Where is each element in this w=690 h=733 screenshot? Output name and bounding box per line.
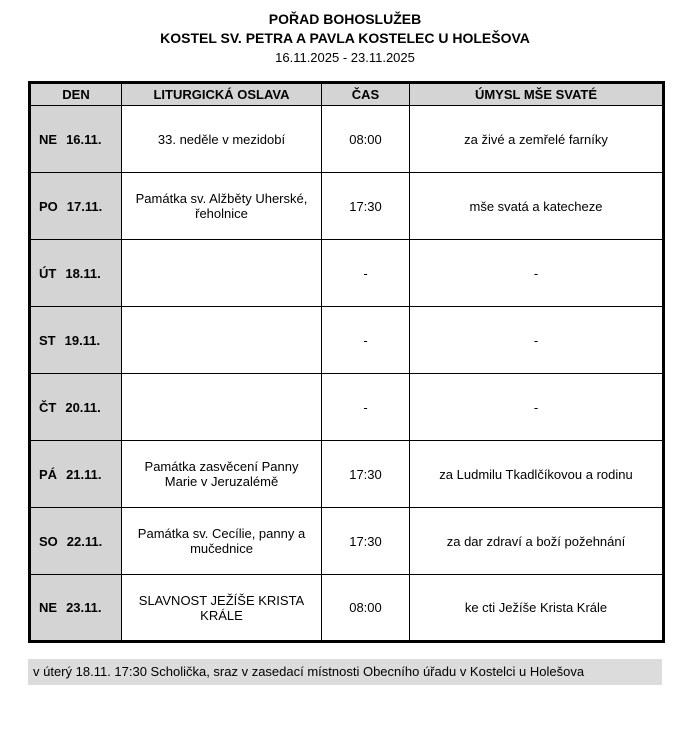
time-cell: 17:30 bbox=[322, 173, 410, 240]
time-cell: - bbox=[322, 374, 410, 441]
day-cell bbox=[30, 374, 122, 441]
day-date: 22.11. bbox=[66, 533, 103, 549]
day-cell bbox=[30, 441, 122, 508]
intention-cell: - bbox=[410, 374, 664, 441]
day-cell bbox=[30, 508, 122, 575]
day-cell bbox=[30, 307, 122, 374]
day-date: 18.11. bbox=[65, 265, 101, 281]
header-row bbox=[30, 83, 664, 106]
header-cell-intention: ÚMYSL MŠE SVATÉ bbox=[410, 83, 664, 106]
day-abbrev: ST bbox=[39, 332, 56, 348]
header-cell-celebration: LITURGICKÁ OSLAVA bbox=[122, 83, 322, 106]
schedule-table bbox=[28, 81, 665, 643]
celebration-cell: 33. neděle v mezidobí bbox=[122, 106, 322, 173]
day-abbrev: NE bbox=[39, 131, 58, 147]
celebration-cell bbox=[122, 307, 322, 374]
time-cell: 08:00 bbox=[322, 575, 410, 642]
table-row bbox=[30, 307, 664, 374]
celebration-cell: Památka sv. Cecílie, panny a mučednice bbox=[122, 508, 322, 575]
celebration-cell: SLAVNOST JEŽÍŠE KRISTA KRÁLE bbox=[122, 575, 322, 642]
table-row bbox=[30, 106, 664, 173]
time-cell: 08:00 bbox=[322, 106, 410, 173]
celebration-cell bbox=[122, 240, 322, 307]
table-row bbox=[30, 374, 664, 441]
table-row bbox=[30, 575, 664, 642]
time-cell: - bbox=[322, 240, 410, 307]
day-abbrev: NE bbox=[39, 600, 58, 615]
celebration-cell bbox=[122, 374, 322, 441]
day-date: 23.11. bbox=[66, 600, 102, 615]
intention-cell: ke cti Ježíše Krista Krále bbox=[410, 575, 664, 642]
day-abbrev: ČT bbox=[39, 399, 57, 415]
day-cell bbox=[30, 575, 122, 642]
table-row bbox=[30, 508, 664, 575]
celebration-cell: Památka zasvěcení Panny Marie v Jeruzalémě bbox=[122, 441, 322, 508]
day-abbrev: ÚT bbox=[39, 265, 57, 281]
day-cell bbox=[30, 173, 122, 240]
header-cell-day: DEN bbox=[30, 83, 122, 106]
page-subtitle: KOSTEL SV. PETRA A PAVLA KOSTELEC U HOLEŠOVA bbox=[160, 30, 530, 46]
day-cell bbox=[30, 240, 122, 307]
intention-cell: - bbox=[410, 240, 664, 307]
time-cell: 17:30 bbox=[322, 508, 410, 575]
day-date: 20.11. bbox=[65, 399, 101, 415]
intention-cell: za živé a zemřelé farníky bbox=[410, 106, 664, 173]
day-date: 21.11. bbox=[66, 466, 102, 482]
title-block bbox=[0, 0, 690, 67]
day-cell bbox=[30, 106, 122, 173]
page-title: POŘAD BOHOSLUŽEB bbox=[268, 11, 422, 27]
time-cell: - bbox=[322, 307, 410, 374]
day-date: 17.11. bbox=[66, 198, 103, 214]
intention-cell: mše svatá a katecheze bbox=[410, 173, 664, 240]
table-row bbox=[30, 240, 664, 307]
note-bar: v úterý 18.11. 17:30 Scholička, sraz v zasedací místnosti Obecního úřadu v Kostelci u Holešova bbox=[28, 659, 662, 685]
celebration-cell: Památka sv. Alžběty Uherské, řeholnice bbox=[122, 173, 322, 240]
table-row bbox=[30, 173, 664, 240]
day-abbrev: PO bbox=[39, 198, 58, 214]
day-abbrev: SO bbox=[39, 533, 58, 549]
day-date: 16.11. bbox=[66, 131, 102, 147]
date-range: 16.11.2025 - 23.11.2025 bbox=[275, 50, 415, 65]
time-cell: 17:30 bbox=[322, 441, 410, 508]
intention-cell: za dar zdraví a boží požehnání bbox=[410, 508, 664, 575]
intention-cell: za Ludmilu Tkadlčíkovou a rodinu bbox=[410, 441, 664, 508]
intention-cell: - bbox=[410, 307, 664, 374]
header-cell-time: ČAS bbox=[322, 83, 410, 106]
day-abbrev: PÁ bbox=[39, 466, 58, 482]
table-row bbox=[30, 441, 664, 508]
day-date: 19.11. bbox=[64, 332, 101, 348]
